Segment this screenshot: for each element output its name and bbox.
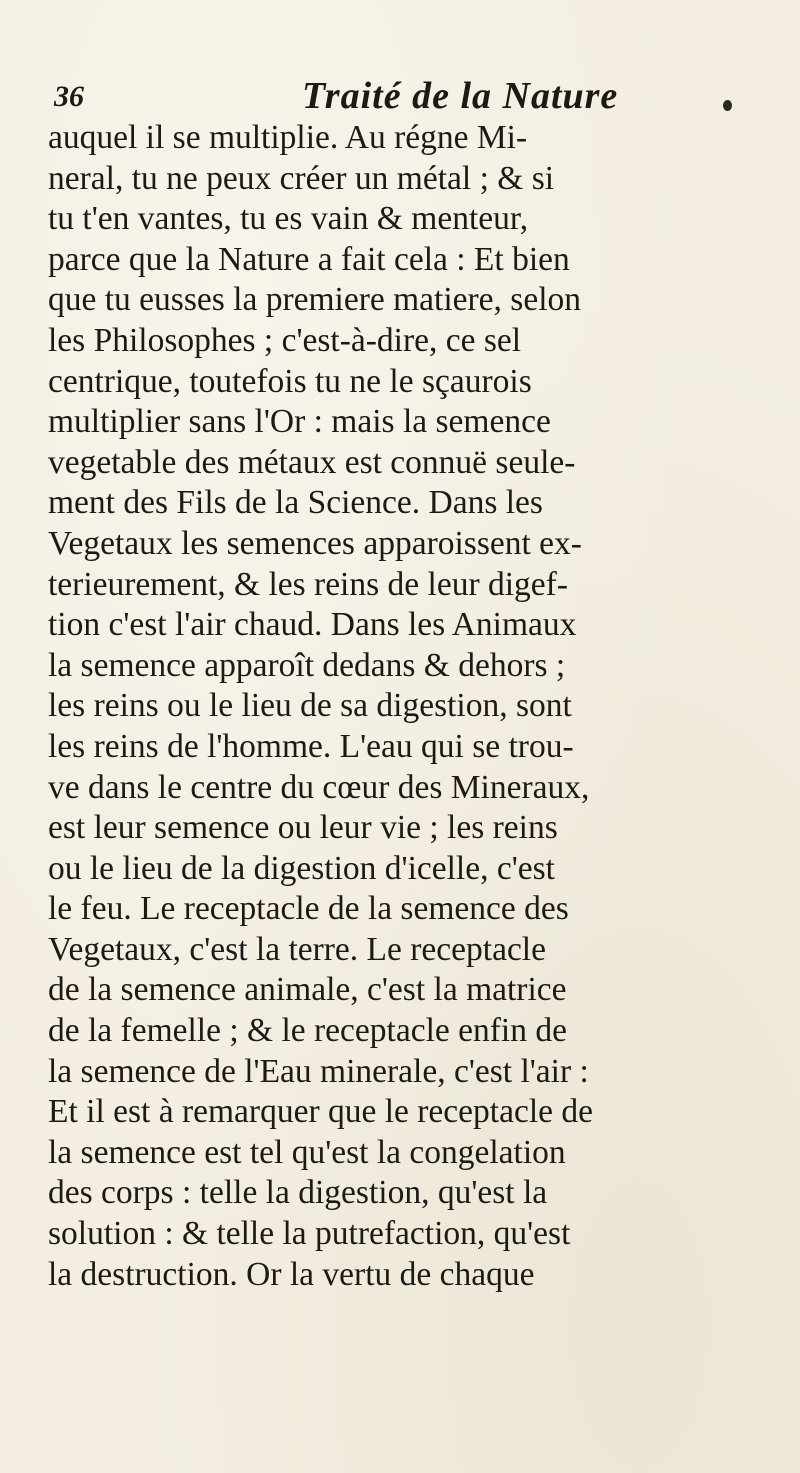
text-line: la destruction. Or la vertu de chaque	[48, 1255, 535, 1293]
text-line: ou le lieu de la digestion d'icelle, c'est	[48, 849, 555, 887]
text-line: vegetable des métaux est connuë seule-	[48, 443, 576, 481]
text-line: est leur semence ou leur vie ; les reins	[48, 809, 558, 847]
text-line: les reins de l'homme. L'eau qui se trou-	[48, 727, 574, 765]
text-line: auquel il se multiplie. Au régne Mi-	[48, 119, 528, 156]
page-number: 36	[54, 80, 84, 113]
text-line: solution : & telle la putrefaction, qu'est	[48, 1215, 571, 1253]
text-line: Vegetaux, c'est la terre. Le receptacle	[48, 930, 546, 968]
text-line: ment des Fils de la Science. Dans les	[48, 484, 543, 522]
text-line: multiplier sans l'Or : mais la semence	[48, 403, 551, 441]
text-line: la semence de l'Eau minerale, c'est l'air :	[48, 1052, 589, 1090]
text-line: parce que la Nature a fait cela : Et bien	[48, 240, 570, 278]
text-line: Vegetaux les semences apparoissent ex-	[48, 524, 582, 562]
text-line: la semence apparoît dedans & dehors ;	[48, 646, 566, 684]
text-line: la semence est tel qu'est la congelation	[48, 1133, 566, 1171]
text-line: les reins ou le lieu de sa digestion, sont	[48, 687, 572, 725]
ink-blot	[723, 100, 732, 111]
text-line: ve dans le centre du cœur des Mineraux,	[48, 768, 590, 806]
text-line: les Philosophes ; c'est-à-dire, ce sel	[48, 321, 522, 359]
text-line: terieurement, & les reins de leur digef-	[48, 565, 568, 603]
page-header	[52, 70, 752, 120]
text-line: de la femelle ; & le receptacle enfin de	[48, 1012, 567, 1050]
text-line: centrique, toutefois tu ne le sçaurois	[48, 362, 532, 400]
text-line: tu t'en vantes, tu es vain & menteur,	[48, 200, 529, 238]
text-line: neral, tu ne peux créer un métal ; & si	[48, 159, 555, 197]
running-title: Traité de la Nature	[302, 75, 619, 117]
body-text	[48, 118, 768, 1295]
text-line: le feu. Le receptacle de la semence des	[48, 890, 569, 928]
text-line: de la semence animale, c'est la matrice	[48, 971, 567, 1009]
text-line: que tu eusses la premiere matiere, selon	[48, 281, 582, 319]
text-line: Et il est à remarquer que le receptacle de	[48, 1093, 593, 1131]
text-line: tion c'est l'air chaud. Dans les Animaux	[48, 606, 577, 644]
text-line: des corps : telle la digestion, qu'est la	[48, 1174, 548, 1212]
